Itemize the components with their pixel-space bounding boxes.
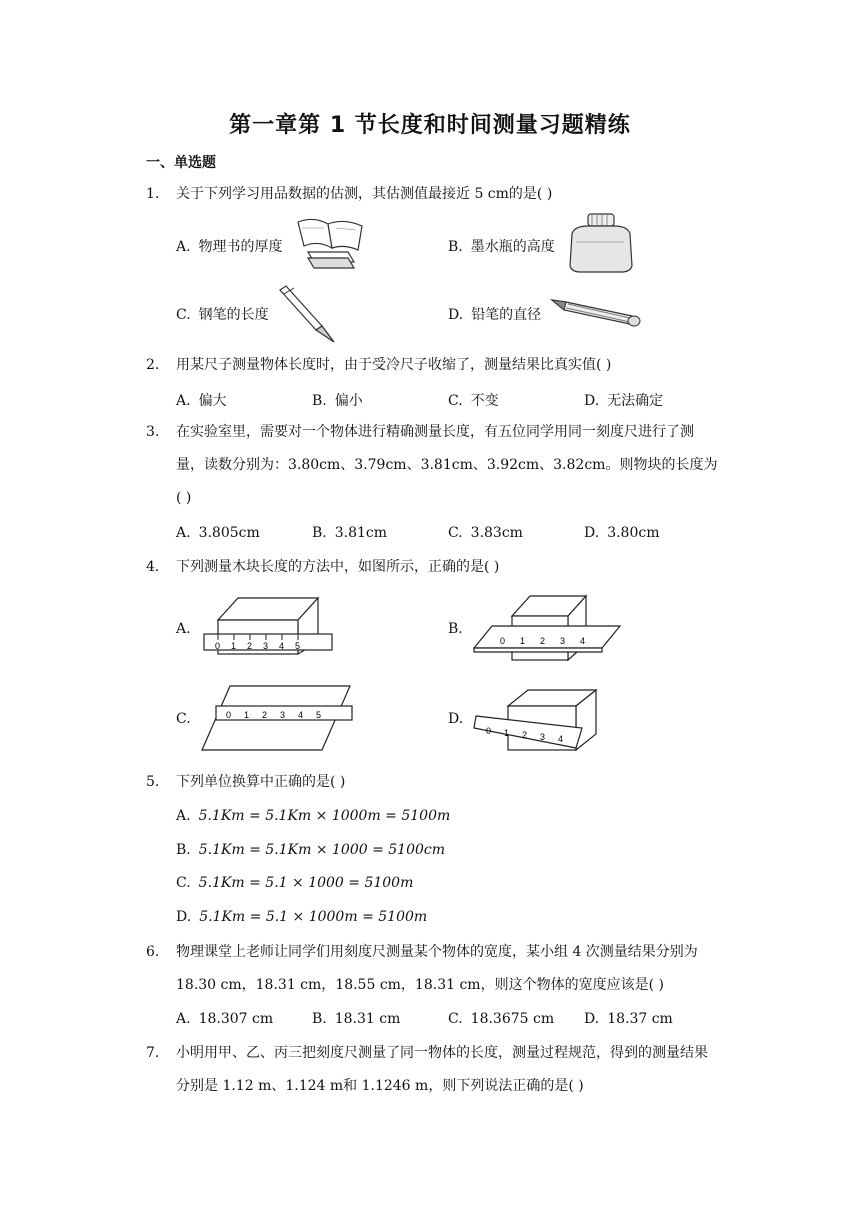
question-number: 3.	[146, 424, 160, 440]
option-label: C.	[176, 711, 191, 727]
question-text: 用某尺子测量物体长度时，由于受冷尺子收缩了，测量结果比真实值( )	[176, 357, 612, 373]
ruler-tick-label: 3	[540, 732, 546, 742]
option-label: A.	[176, 239, 191, 255]
pencil-icon	[548, 294, 644, 330]
option-text: 物理书的厚度	[198, 239, 283, 255]
ruler-tick-label: 0	[215, 641, 221, 651]
page-title: 第一章第 1 节长度和时间测量习题精练	[229, 113, 631, 138]
option-b[interactable]	[312, 1011, 400, 1027]
ruler-diagram-c	[200, 684, 356, 754]
option-a[interactable]	[176, 621, 199, 637]
ruler-tick-label: 4	[558, 734, 564, 744]
ruler-tick-label: 0	[486, 726, 492, 736]
option-label: B.	[448, 621, 463, 637]
question-number: 7.	[146, 1045, 160, 1061]
option-d[interactable]	[584, 1011, 673, 1027]
ruler-tick-label: 2	[540, 636, 546, 646]
option-label: C.	[176, 875, 191, 891]
ruler-tick-label: 1	[244, 710, 250, 720]
ruler-tick-label: 1	[520, 636, 526, 646]
option-label: B.	[312, 1011, 327, 1027]
option-a[interactable]	[176, 1011, 273, 1027]
ruler-diagram-a	[200, 592, 336, 658]
option-b[interactable]	[448, 236, 555, 256]
option-label: A.	[176, 808, 191, 824]
question-number: 4.	[146, 559, 160, 575]
option-label: B.	[176, 842, 191, 858]
option-label: D.	[448, 711, 464, 727]
option-text: 18.3675 cm	[470, 1011, 555, 1027]
option-d[interactable]	[584, 525, 659, 541]
ruler-tick-label: 3	[280, 710, 286, 720]
question-number: 1.	[146, 186, 160, 202]
option-text: 3.80cm	[607, 525, 660, 541]
ruler-tick-label: 2	[522, 730, 528, 740]
option-label: D.	[448, 307, 464, 323]
option-d[interactable]	[176, 909, 427, 925]
option-text: 3.81cm	[334, 525, 388, 541]
option-text: 铅笔的直径	[471, 307, 542, 323]
option-a[interactable]	[176, 525, 260, 541]
option-text: 无法确定	[607, 393, 664, 409]
option-label: C.	[448, 1011, 463, 1027]
option-b[interactable]	[176, 842, 445, 858]
option-label: B.	[448, 239, 463, 255]
option-label: C.	[176, 307, 191, 323]
option-a[interactable]	[176, 390, 227, 410]
option-d[interactable]	[448, 304, 541, 324]
question-number: 2.	[146, 357, 160, 373]
option-b[interactable]	[312, 525, 387, 541]
ruler-tick-label: 4	[580, 636, 586, 646]
option-text: 5.1Km = 5.1 × 1000 = 5100m	[198, 875, 414, 891]
question-text: 小明用甲、乙、丙三把刻度尺测量了同一物体的长度，测量过程规范，得到的测量结果分别是 1.12 m、1.124 m和 1.1246 m，则下列说法正确的是( )	[176, 1045, 708, 1094]
option-c[interactable]	[176, 875, 413, 891]
question-number: 5.	[146, 774, 160, 790]
option-label: A.	[176, 525, 191, 541]
ruler-diagram-b	[472, 590, 624, 664]
option-text: 5.1Km = 5.1Km × 1000m = 5100m	[198, 808, 451, 824]
option-text: 18.37 cm	[607, 1011, 673, 1027]
option-text: 18.31 cm	[334, 1011, 401, 1027]
option-label: C.	[448, 525, 463, 541]
ruler-tick-label: 3	[560, 636, 566, 646]
ruler-tick-label: 1	[504, 728, 510, 738]
option-a[interactable]	[176, 236, 283, 256]
question-text: 物理课堂上老师让同学们用刻度尺测量某个物体的宽度，某小组 4 次测量结果分别为 18.30 cm，18.31 cm，18.55 cm，18.31 cm，则这个物体的宽度应该是( )	[176, 944, 698, 993]
option-label: A.	[176, 1011, 191, 1027]
option-label: D.	[176, 909, 192, 925]
question-number: 6.	[146, 944, 160, 960]
option-text: 墨水瓶的高度	[470, 239, 555, 255]
option-label: B.	[312, 393, 327, 409]
question-text: 关于下列学习用品数据的估测，其估测值最接近 5 cm的是( )	[176, 186, 553, 202]
question-text: 下列单位换算中正确的是( )	[176, 774, 346, 790]
section-heading: 一、单选题	[146, 155, 216, 171]
ruler-tick-label: 0	[500, 636, 506, 646]
option-label: B.	[312, 525, 327, 541]
option-text: 偏大	[198, 393, 227, 409]
option-c[interactable]	[176, 711, 199, 727]
option-text: 钢笔的长度	[198, 307, 269, 323]
ruler-diagram-d	[472, 688, 604, 754]
option-c[interactable]	[448, 525, 523, 541]
option-d[interactable]	[448, 711, 471, 727]
option-label: A.	[176, 393, 191, 409]
option-text: 3.83cm	[470, 525, 523, 541]
option-text: 3.805cm	[198, 525, 260, 541]
option-c[interactable]	[448, 1011, 554, 1027]
ruler-tick-label: 0	[226, 710, 232, 720]
option-text: 不变	[470, 393, 499, 409]
option-text: 5.1Km = 5.1 × 1000m = 5100m	[199, 909, 428, 925]
ruler-tick-label: 1	[231, 641, 237, 651]
ruler-tick-label: 3	[263, 641, 269, 651]
ruler-tick-label: 5	[316, 710, 322, 720]
question-text: 在实验室里，需要对一个物体进行精确测量长度，有五位同学用同一刻度尺进行了测量，读数分别为：3.80cm、3.79cm、3.81cm、3.92cm、3.82cm。则物块的长度为( )	[176, 424, 718, 506]
option-b[interactable]	[312, 390, 363, 410]
option-label: D.	[584, 1011, 600, 1027]
ink-bottle-icon	[566, 210, 638, 276]
option-b[interactable]	[448, 621, 471, 637]
ruler-tick-label: 4	[298, 710, 304, 720]
ruler-tick-label: 4	[279, 641, 285, 651]
ruler-tick-label: 2	[262, 710, 268, 720]
fountain-pen-icon	[274, 284, 340, 346]
book-icon	[292, 214, 368, 272]
option-label: A.	[176, 621, 191, 637]
option-text: 偏小	[334, 393, 363, 409]
option-a[interactable]	[176, 808, 450, 824]
option-label: D.	[584, 393, 600, 409]
question-text: 下列测量木块长度的方法中，如图所示，正确的是( )	[176, 559, 500, 575]
ruler-tick-label: 5	[295, 641, 301, 651]
option-label: D.	[584, 525, 600, 541]
option-label: C.	[448, 393, 463, 409]
option-text: 5.1Km = 5.1Km × 1000 = 5100cm	[198, 842, 446, 858]
ruler-tick-label: 2	[247, 641, 253, 651]
option-d[interactable]	[584, 390, 663, 410]
option-c[interactable]	[448, 390, 499, 410]
option-text: 18.307 cm	[198, 1011, 274, 1027]
option-c[interactable]	[176, 304, 269, 324]
